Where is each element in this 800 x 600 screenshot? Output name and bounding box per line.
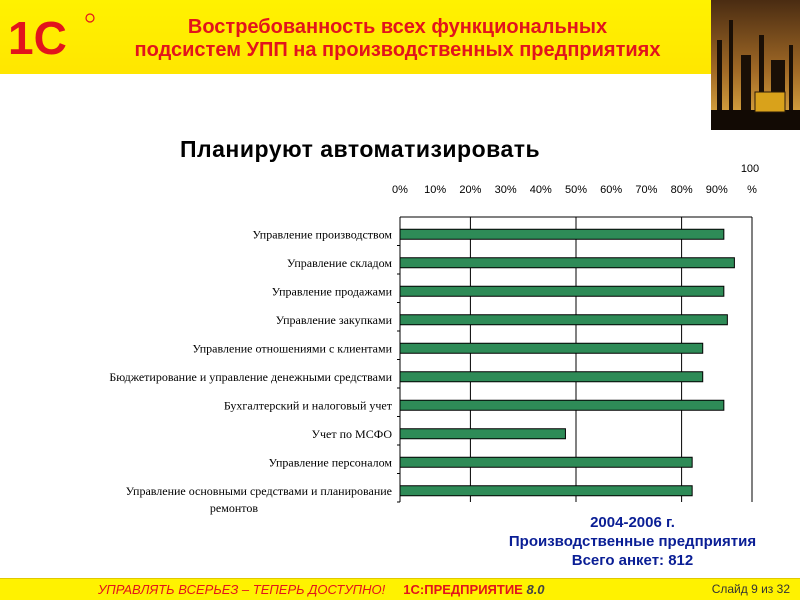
bar (400, 457, 692, 467)
category-label: Управление складом (286, 255, 392, 270)
bar (400, 400, 724, 410)
category-label: ремонтов (209, 500, 258, 515)
tick-label: 30% (494, 184, 517, 196)
factory-photo (711, 0, 800, 130)
header-band (0, 0, 800, 74)
bar (400, 229, 724, 239)
survey-footnote (470, 513, 795, 570)
category-label: Управление продажами (271, 284, 392, 299)
slide-number: Слайд 9 из 32 (711, 582, 790, 596)
survey-period: 2004-2006 г. (590, 514, 675, 531)
tick-label: 40% (529, 184, 552, 196)
tick-label: % (747, 184, 757, 196)
bar (400, 258, 734, 268)
bar (400, 372, 703, 382)
tick-label: 70% (635, 184, 658, 196)
tick-label: 90% (705, 184, 728, 196)
category-label: Бюджетирование и управление денежными средствами (109, 369, 392, 384)
category-label: Управление персоналом (268, 455, 392, 470)
category-label: Учет по МСФО (311, 426, 392, 441)
bar-chart (0, 150, 800, 520)
survey-total: Всего анкет: 812 (571, 552, 694, 569)
footer-band (0, 578, 800, 600)
brand-version: 8.0 (526, 582, 545, 597)
category-label: Управление отношениями с клиентами (192, 341, 392, 356)
slogan-text: УПРАВЛЯТЬ ВСЕРЬЕЗ – ТЕПЕРЬ ДОСТУПНО! (98, 582, 386, 597)
tick-label: 50% (564, 184, 588, 196)
category-label: Управление закупками (275, 312, 392, 327)
tick-label: 60% (600, 184, 623, 196)
bar (400, 429, 565, 439)
category-label: Управление основными средствами и планирование (125, 483, 392, 498)
tick-label-100: 100 (740, 163, 760, 175)
tick-label: 20% (459, 184, 482, 196)
tick-label: 10% (424, 184, 447, 196)
category-label: Управление производством (252, 227, 392, 242)
bar (400, 315, 727, 325)
1c-logo (6, 10, 102, 62)
page-title-line1: Востребованность всех функциональных (187, 16, 608, 38)
tick-label: 0% (392, 184, 408, 196)
factory-silhouette-icon (711, 0, 800, 130)
category-label: Бухгалтерский и налоговый учет (223, 398, 392, 413)
bar (400, 343, 703, 353)
logo-text: 1С (8, 12, 67, 62)
brand-name: 1С:ПРЕДПРИЯТИЕ (403, 582, 523, 597)
chart-title: Планируют автоматизировать (180, 136, 541, 162)
tick-label: 80% (670, 184, 693, 196)
page-title-line2: подсистем УПП на производственных предприятиях (134, 39, 661, 61)
page-title (105, 16, 690, 62)
bar (400, 286, 724, 296)
bar (400, 486, 692, 496)
survey-group: Производственные предприятия (508, 533, 757, 550)
footer-slogan (98, 582, 545, 597)
